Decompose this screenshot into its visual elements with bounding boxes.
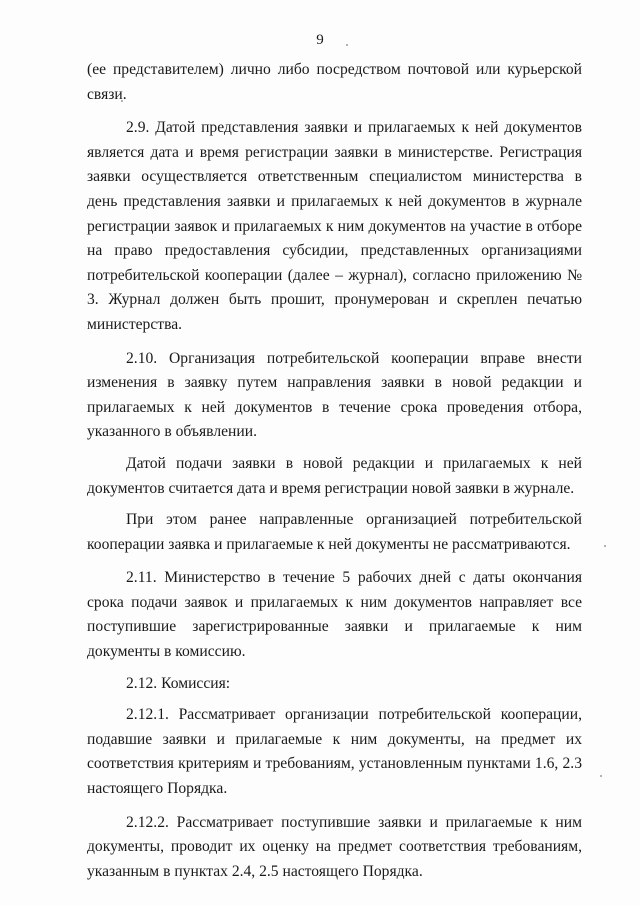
paragraph-2-12-1: 2.12.1. Рассматривает организации потребительской кооперации, подавшие заявки и прилагаемые к ним документы, на предмет их соответствия критериям и требованиям, установленным пунктами 1.6, 2.3 настоящего Порядка. bbox=[87, 706, 582, 798]
paragraph-2-9: 2.9. Датой представления заявки и прилагаемых к ней документов является дата и время регистрации заявки в министерстве. Регистрация заявки осуществляется ответственным специалистом министерства в день представления заявки и прилагаемых к ней документов в журнале регистрации заявок и прилагаемых к ним документов на участие в отборе на право предоставления субсидии, представленных организациями потребительской кооперации (далее – журнал), согласно приложению № 3. Журнал должен быть прошит, пронумерован и скреплен печатью министерства. bbox=[87, 119, 582, 333]
scan-speck bbox=[346, 44, 348, 46]
page-number: 9 bbox=[316, 32, 324, 48]
paragraph-2-12-2: 2.12.2. Рассматривает поступившие заявки и прилагаемые к ним документы, проводит их оценку на предмет соответствия требованиям, указанным в пунктах 2.4, 2.5 настоящего Порядка. bbox=[87, 813, 582, 880]
scan-speck bbox=[604, 545, 606, 547]
paragraph-2-11: 2.11. Министерство в течение 5 рабочих дней с даты окончания срока подачи заявок и прилагаемых к ним документов направляет все поступившие зарегистрированные заявки и прилагаемые к ним документы в комиссию. bbox=[87, 569, 582, 661]
paragraph-2-10: 2.10. Организация потребительской кооперации вправе внести изменения в заявку путем направления заявки в новой редакции и прилагаемых к ней документов в течение срока проведения отбора, указанного в объявлении. bbox=[87, 349, 582, 441]
scan-speck bbox=[600, 775, 602, 777]
paragraph-2-12: 2.12. Комиссия: bbox=[126, 674, 231, 692]
paragraph-previous-not-considered: При этом ранее направленные организацией потребительской кооперации заявка и прилагаемые к ней документы не рассматриваются. bbox=[87, 511, 582, 553]
paragraph-submission-date: Датой подачи заявки в новой редакции и прилагаемых к ней документов считается дата и время регистрации новой заявки в журнале. bbox=[87, 454, 582, 497]
document-body bbox=[87, 58, 582, 893]
paragraph-continuation: (ее представителем) лично либо посредством почтовой или курьерской связи. bbox=[87, 61, 582, 103]
